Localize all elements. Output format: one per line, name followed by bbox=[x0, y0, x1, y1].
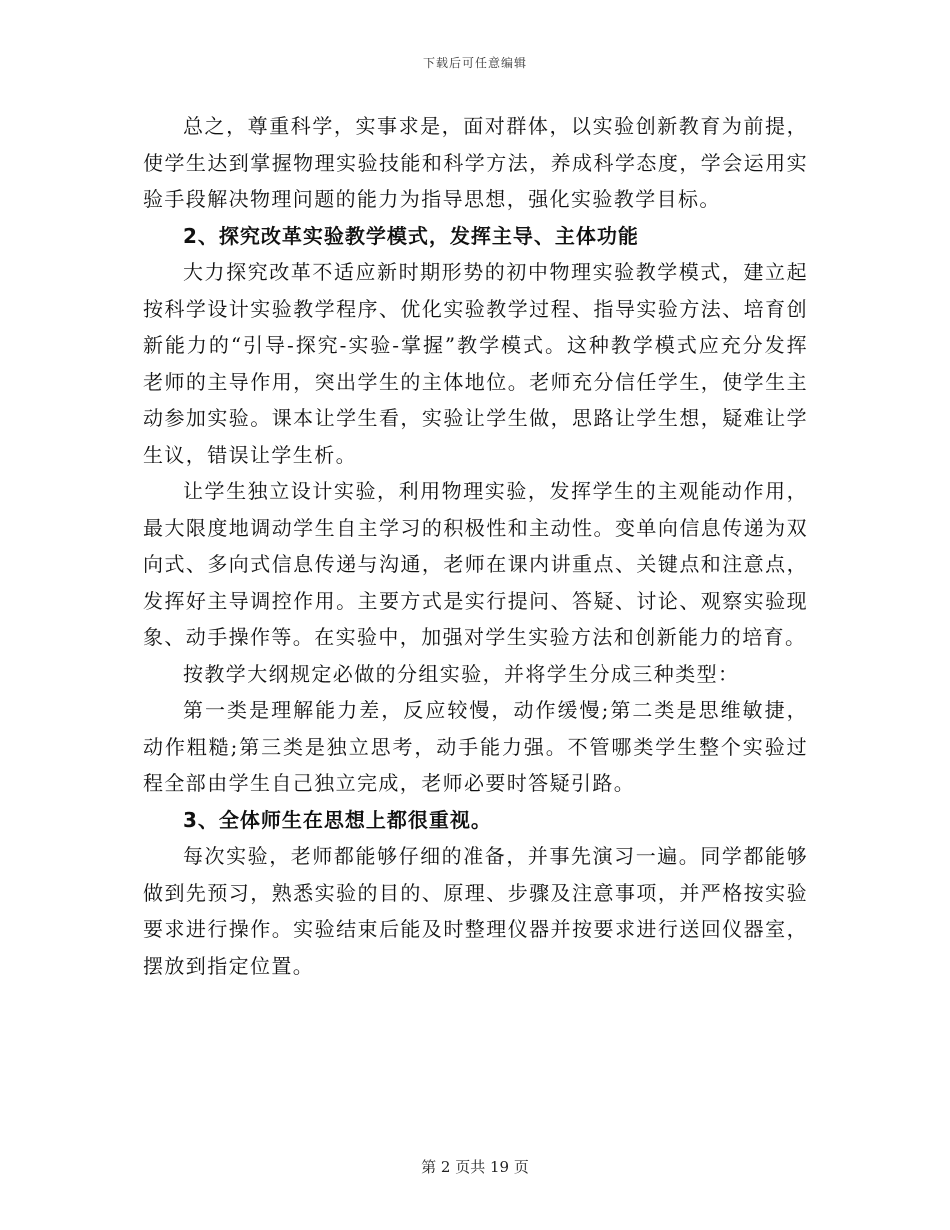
paragraph-student-types: 第一类是理解能力差，反应较慢，动作缓慢;第二类是思维敏捷，动作粗糙;第三类是独立思考，动手能力强。不管哪类学生整个实验过程全部由学生自己独立完成，老师必要时答疑引路。 bbox=[143, 698, 808, 795]
paragraph-summary: 总之，尊重科学，实事求是，面对群体，以实验创新教育为前提，使学生达到掌握物理实验技能和科学方法，养成科学态度，学会运用实验手段解决物理问题的能力为指导思想，强化实验教学目标。 bbox=[143, 114, 808, 211]
paragraph-preparation: 每次实验，老师都能够仔细的准备，并事先演习一遍。同学都能够做到先预习，熟悉实验的目的、原理、步骤及注意事项，并严格按实验要求进行操作。实验结束后能及时整理仪器并按要求进行送回仪器室，摆放到指定位置。 bbox=[143, 844, 808, 978]
document-body bbox=[143, 108, 808, 984]
paragraph-group-experiments: 按教学大纲规定必做的分组实验，并将学生分成三种类型： bbox=[183, 661, 740, 686]
paragraph-teaching-mode: 大力探究改革不适应新时期形势的初中物理实验教学模式，建立起按科学设计实验教学程序、优化实验教学过程、指导实验方法、培育创新能力的“引导-探究-实验-掌握”教学模式。这种教学模式应充分发挥老师的主导作用，突出学生的主体地位。老师充分信任学生，使学生主动参加实验。课本让学生看，实验让学生做，思路让学生想，疑难让学生议，错误让学生析。 bbox=[143, 260, 808, 467]
section-heading-2: 2、探究改革实验教学模式，发挥主导、主体功能 bbox=[183, 223, 639, 248]
section-heading-3: 3、全体师生在思想上都很重视。 bbox=[183, 807, 492, 832]
page-header: 下载后可任意编辑 bbox=[422, 56, 527, 70]
paragraph-independent-design: 让学生独立设计实验，利用物理实验，发挥学生的主观能动作用，最大限度地调动学生自主学习的积极性和主动性。变单向信息传递为双向式、多向式信息传递与沟通，老师在课内讲重点、关键点和注意点，发挥好主导调控作用。主要方式是实行提问、答疑、讨论、观察实验现象、动手操作等。在实验中，加强对学生实验方法和创新能力的培育。 bbox=[143, 479, 808, 649]
page-number: 第 2 页共 19 页 bbox=[421, 1158, 529, 1176]
